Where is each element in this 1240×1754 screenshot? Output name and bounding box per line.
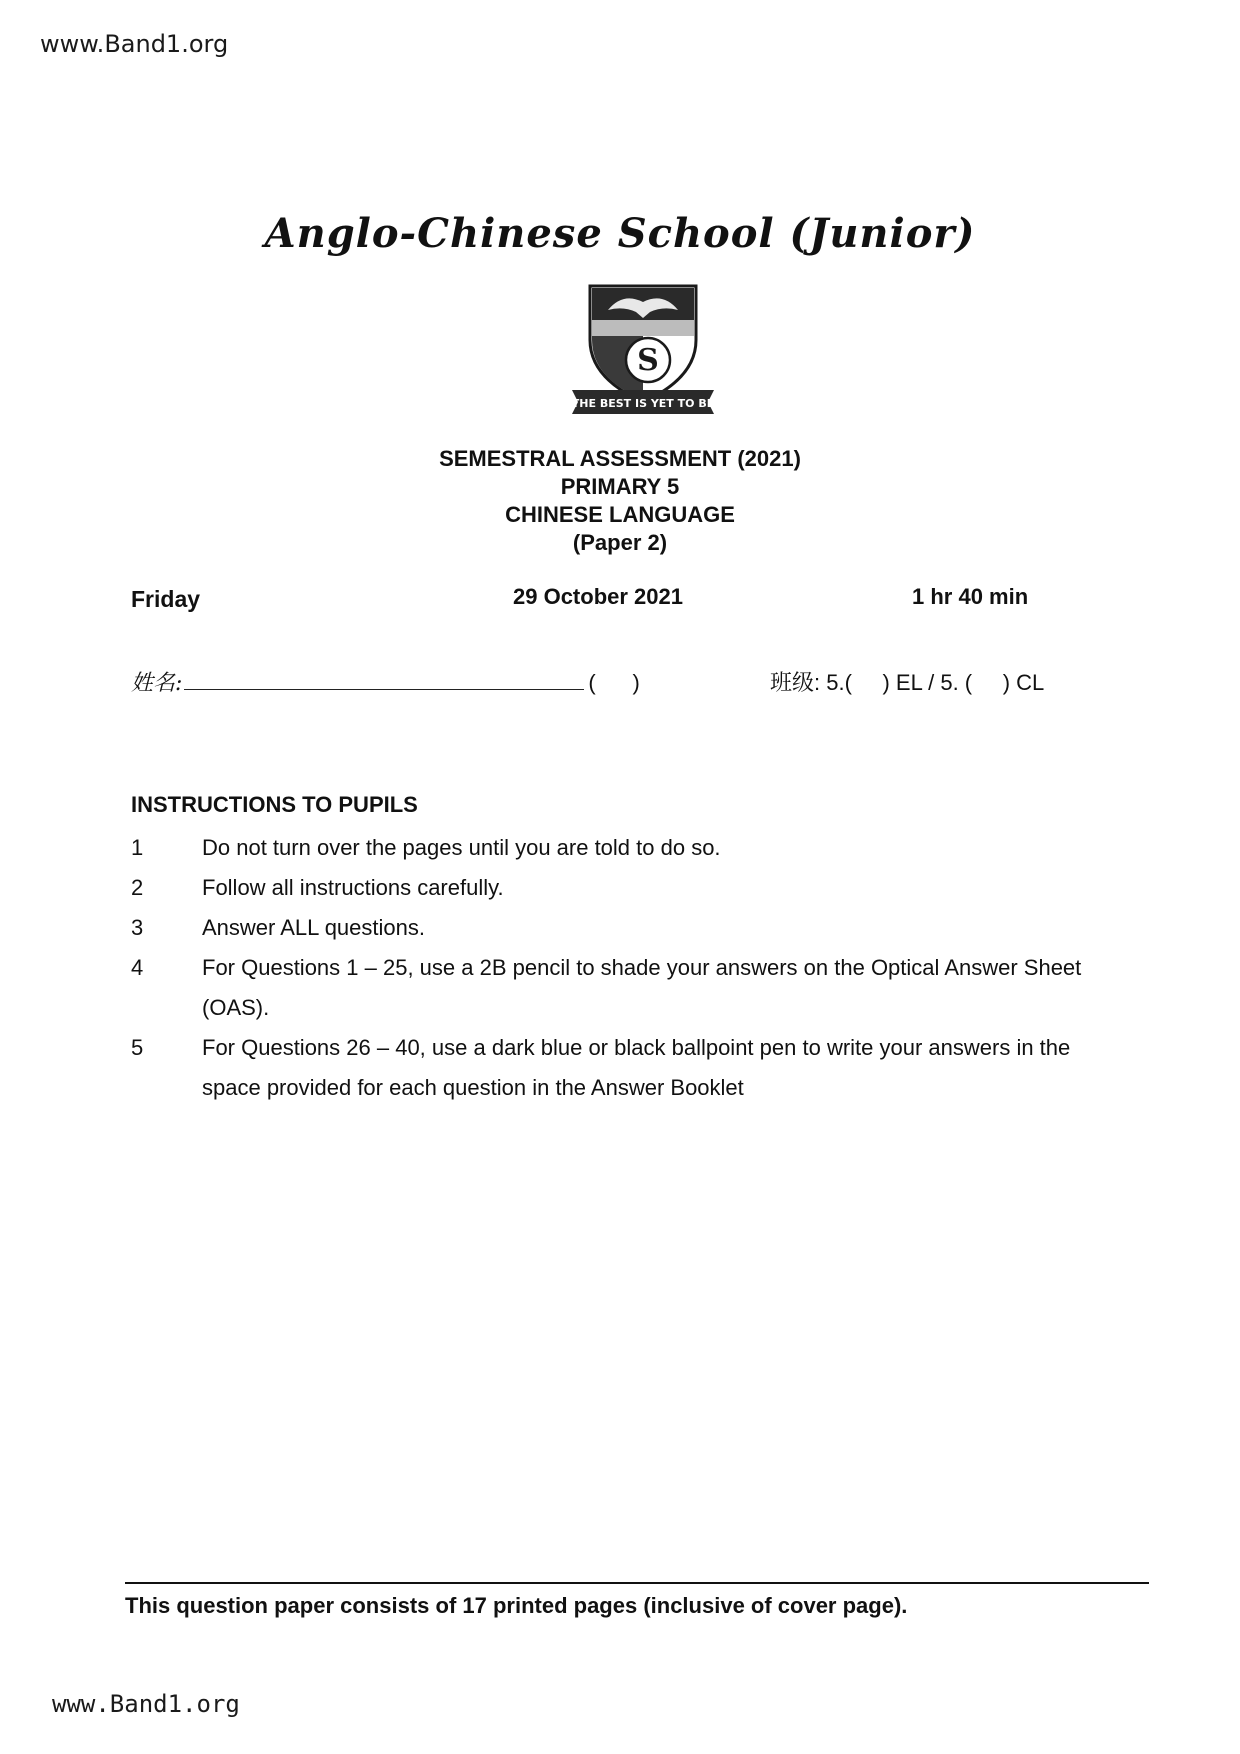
crest-icon [568, 278, 718, 418]
instruction-text: Answer ALL questions. [202, 915, 425, 940]
svg-text:S: S [637, 343, 659, 378]
exam-title-subject: CHINESE LANGUAGE [505, 502, 735, 527]
watermark-bottom: www.Band1.org [52, 1690, 240, 1718]
exam-duration: 1 hr 40 min [912, 584, 1029, 609]
school-name: Anglo-Chinese School (Junior) [264, 210, 976, 257]
instruction-item [131, 868, 1131, 908]
school-crest [568, 278, 718, 418]
exam-title-level: PRIMARY 5 [560, 474, 680, 499]
footer-divider [125, 1582, 1149, 1584]
instruction-number: 5 [131, 1035, 144, 1060]
exam-title-line1: SEMESTRAL ASSESSMENT (2021) [439, 446, 801, 471]
page-count-note: This question paper consists of 17 printed pages (inclusive of cover page). [125, 1593, 908, 1618]
instructions-heading: INSTRUCTIONS TO PUPILS [131, 792, 418, 817]
instructions-list [131, 828, 1131, 1108]
instruction-text: For Questions 1 – 25, use a 2B pencil to shade your answers on the Optical Answer Sheet (OAS). [202, 955, 1082, 1020]
crest-motto: THE BEST IS YET TO BE [571, 397, 715, 410]
instruction-item [131, 908, 1131, 948]
name-label: 姓名: [131, 671, 183, 696]
exam-date: 29 October 2021 [513, 584, 683, 609]
exam-title-paper: (Paper 2) [572, 530, 668, 555]
instruction-number: 4 [131, 955, 144, 980]
instruction-number: 1 [131, 835, 144, 860]
instruction-text: Follow all instructions carefully. [202, 875, 504, 900]
class-label: 班级: 5.( [770, 670, 852, 695]
instruction-number: 2 [131, 875, 144, 900]
exam-day: Friday [131, 586, 201, 612]
index-close-paren: ) [632, 670, 640, 695]
instruction-item [131, 828, 1131, 868]
instruction-text: Do not turn over the pages until you are told to do so. [202, 835, 721, 860]
instruction-item [131, 948, 1131, 1028]
exam-title-block [0, 445, 1240, 557]
instruction-text: For Questions 26 – 40, use a dark blue or black ballpoint pen to write your answers in the space provided for each question in the Answer Booklet [202, 1035, 1071, 1100]
class-field-row[interactable] [770, 666, 1044, 697]
watermark-top: www.Band1.org [40, 30, 229, 58]
index-open-paren: ( [588, 670, 596, 695]
name-field-row [131, 666, 668, 697]
index-number-field[interactable] [588, 670, 668, 696]
instruction-item [131, 1028, 1131, 1108]
class-el: ) EL / 5. ( [882, 670, 973, 695]
class-cl: ) CL [1002, 670, 1045, 695]
instruction-number: 3 [131, 915, 144, 940]
name-input-line[interactable] [184, 669, 584, 690]
